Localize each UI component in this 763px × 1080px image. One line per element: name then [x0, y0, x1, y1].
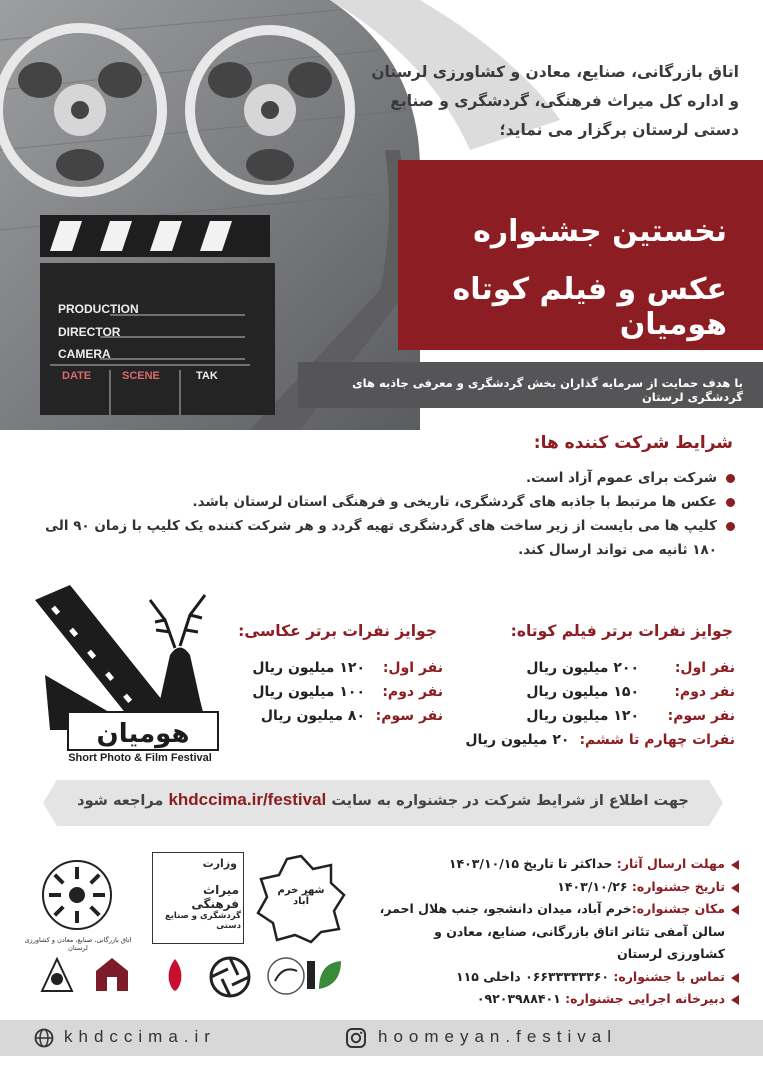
clapper-production: PRODUCTION — [58, 302, 139, 316]
organizers-intro: اتاق بازرگانی، صنایع، معادن و کشاورزی لرستان و اداره کل میراث فرهنگی، گردشگری و صنایع دستی لرستان برگزار می نماید؛ — [371, 63, 739, 139]
clapper-take: TAK — [196, 370, 218, 382]
arrow-icon — [731, 995, 739, 1005]
festival-link[interactable]: khdccima.ir/festival — [168, 790, 327, 809]
sponsor-house-icon — [92, 955, 132, 995]
sponsor-emblem-icon — [34, 955, 80, 995]
bullet-icon — [726, 474, 735, 483]
clapper-camera: CAMERA — [58, 347, 111, 361]
prize-row: نفر سوم: ۱۲۰ میلیون ریال — [526, 708, 735, 724]
logo-subtitle: Short Photo & Film Festival — [68, 752, 212, 764]
ministry-logo: وزارت میراث فرهنگی گردشگری و صنایع دستی — [152, 852, 244, 944]
bullet-icon — [726, 498, 735, 507]
clapper-director: DIRECTOR — [58, 325, 121, 339]
photo-prizes-heading: جوایز نفرات برتر عکاسی: — [238, 622, 437, 640]
prize-row: نفر اول: ۲۰۰ میلیون ریال — [526, 660, 735, 676]
chamber-name: اتاق بازرگانی، صنایع، معادن و کشاورزی لرستان — [24, 936, 132, 952]
camera-aperture-icon — [208, 955, 252, 999]
prize-row: نفر دوم: ۱۰۰ میلیون ریال — [252, 684, 443, 700]
logo-name: هومیان — [96, 719, 190, 749]
festival-logo — [30, 560, 230, 770]
photo-prizes-list — [223, 660, 443, 732]
festival-title-line2: عکس و فیلم کوتاه هومیان — [452, 272, 727, 342]
arrow-icon — [731, 883, 739, 893]
footer-website[interactable]: khdccima.ir — [64, 1027, 216, 1046]
list-item: شرکت برای عموم آزاد است. — [35, 466, 735, 490]
prize-row: نفر اول: ۱۲۰ میلیون ریال — [252, 660, 443, 676]
hero-section — [0, 0, 763, 430]
festival-goal: با هدف حمایت از سرمایه گذاران بخش گردشگری و معرفی جاذبه های گردشگری لرستان — [352, 376, 743, 404]
city-name: شهر خرم آباد — [277, 885, 325, 907]
calligraphy-emblem-icon — [265, 955, 307, 997]
venue-line: مکان جشنواره:خرم آباد، میدان دانشجو، جنب هلال احمر، سالن آمفی تئاتر اتاق بازرگانی، صنایع، معادن و کشاورزی لرستان — [379, 898, 739, 966]
conditions-heading: شرایط شرکت کننده ها: — [533, 433, 733, 453]
festival-title-line1: نخستین جشنواره — [473, 214, 727, 249]
film-reel-icon — [0, 0, 400, 240]
festival-date-line: تاریخ جشنواره: ۱۴۰۳/۱۰/۲۶ — [379, 876, 739, 899]
arrow-icon — [731, 973, 739, 983]
instagram-icon — [345, 1027, 367, 1049]
festival-info — [379, 853, 739, 1011]
list-item: عکس ها مرتبط با جاذبه های گردشگری، تاریخی و فرهنگی استان لرستان باشد. — [35, 490, 735, 514]
deadline-line: مهلت ارسال آثار: حداکثر تا تاریخ ۱۴۰۳/۱۰/۱۵ — [379, 853, 739, 876]
prize-row: نفرات چهارم تا ششم: ۲۰ میلیون ریال — [465, 732, 735, 748]
website-notice: جهت اطلاع از شرایط شرکت در جشنواره به سایت khdccima.ir/festival مراجعه شود — [77, 790, 689, 809]
chamber-logo-icon — [32, 853, 122, 943]
prize-row: نفر سوم: ۸۰ میلیون ریال — [260, 708, 443, 724]
conditions-list — [35, 466, 735, 562]
footer-instagram[interactable]: hoomeyan.festival — [378, 1027, 618, 1046]
film-prizes-heading: جوایز نفرات برتر فیلم کوتاه: — [510, 622, 733, 640]
arrow-icon — [731, 860, 739, 870]
contact-line: تماس با جشنواره: ۰۶۶۳۳۳۳۳۳۶۰ داخلی ۱۱۵ — [379, 966, 739, 989]
arrow-icon — [731, 905, 739, 915]
list-item: کلیپ ها می بایست از زیر ساخت های گردشگری تهیه گردد و هر شرکت کننده یک کلیپ با زمان ۹۰ الی ۱۸۰ ثانیه می تواند ارسال کند. — [35, 514, 735, 562]
clapper-scene: SCENE — [122, 370, 160, 382]
film-prizes-list — [435, 660, 735, 756]
prize-row: نفر دوم: ۱۵۰ میلیون ریال — [526, 684, 735, 700]
iran-emblem-icon — [155, 955, 195, 995]
film-leaf-icon — [305, 955, 345, 995]
clapper-date: DATE — [62, 370, 92, 382]
secretariat-line: دبیرخانه اجرایی جشنواره: ۰۹۲۰۳۹۸۸۴۰۱ — [379, 988, 739, 1011]
globe-icon — [34, 1028, 54, 1048]
bullet-icon — [726, 522, 735, 531]
